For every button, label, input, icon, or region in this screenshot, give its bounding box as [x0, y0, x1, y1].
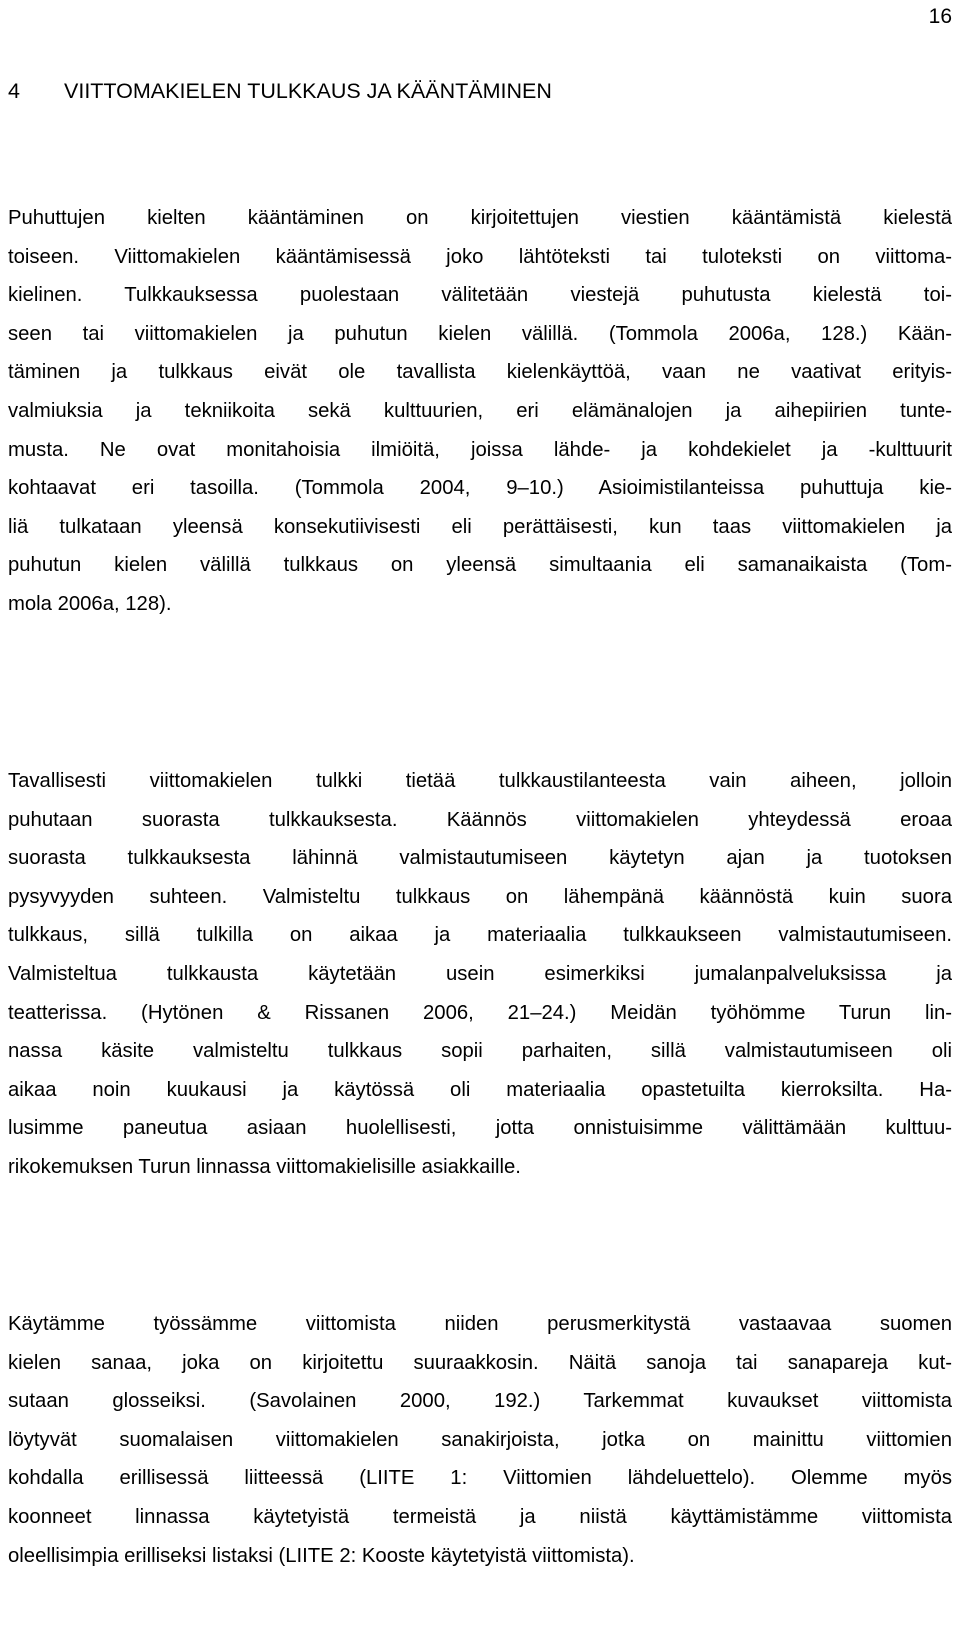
chapter-number: 4	[8, 79, 20, 103]
paragraph-3	[8, 1305, 952, 1575]
text-line: puhutun kielen välillä tulkkaus on yleensä simultaania eli samanaikaista (Tom-	[8, 554, 952, 577]
text-line: aikaa noin kuukausi ja käytössä oli materiaalia opastetuilta kierroksilta. Ha-	[8, 1078, 952, 1101]
text-line: rikokemuksen Turun linnassa viittomakielisille asiakkaille.	[8, 1155, 521, 1178]
text-line: täminen ja tulkkaus eivät ole tavallista kielenkäyttöä, vaan ne vaativat erityis-	[8, 361, 952, 384]
text-line: liä tulkataan yleensä konsekutiivisesti eli perättäisesti, kun taas viittomakielen ja	[8, 515, 952, 538]
text-line: koonneet linnassa käytetyistä termeistä ja niistä käyttämistämme viittomista	[8, 1505, 952, 1528]
text-line: valmiuksia ja tekniikoita sekä kulttuurien, eri elämänalojen ja aihepiirien tunte-	[8, 399, 952, 422]
text-line: suorasta tulkkauksesta lähinnä valmistautumiseen käytetyn ajan ja tuotoksen	[8, 847, 952, 870]
text-line: Puhuttujen kielten kääntäminen on kirjoitettujen viestien kääntämistä kielestä	[8, 207, 952, 229]
text-line: Tavallisesti viittomakielen tulkki tietää tulkkaustilanteesta vain aiheen, jolloin	[8, 770, 952, 792]
text-line: sutaan glosseiksi. (Savolainen 2000, 192.) Tarkemmat kuvaukset viittomista	[8, 1390, 952, 1413]
text-line: puhutaan suorasta tulkkauksesta. Käännös viittomakielen yhteydessä eroaa	[8, 808, 952, 831]
text-line: pysyvyyden suhteen. Valmisteltu tulkkaus on lähempänä käännöstä kuin suora	[8, 885, 952, 908]
page-number: 16	[928, 5, 952, 28]
text-line: kielen sanaa, joka on kirjoitettu suuraakkosin. Näitä sanoja tai sanapareja kut-	[8, 1351, 952, 1374]
text-line: seen tai viittomakielen ja puhutun kielen välillä. (Tommola 2006a, 128.) Kään-	[8, 322, 952, 345]
text-line: teatterissa. (Hytönen & Rissanen 2006, 21–24.) Meidän työhömme Turun lin-	[8, 1001, 952, 1024]
chapter-title: VIITTOMAKIELEN TULKKAUS JA KÄÄNTÄMINEN	[64, 79, 552, 103]
text-line: tulkkaus, sillä tulkilla on aikaa ja materiaalia tulkkaukseen valmistautumiseen.	[8, 924, 952, 947]
text-line: löytyvät suomalaisen viittomakielen sanakirjoista, jotka on mainittu viittomien	[8, 1428, 952, 1451]
chapter-heading	[8, 76, 552, 106]
text-line: kohtaavat eri tasoilla. (Tommola 2004, 9–10.) Asioimistilanteissa puhuttuja kie-	[8, 477, 952, 500]
text-line: musta. Ne ovat monitahoisia ilmiöitä, joissa lähde- ja kohdekielet ja -kulttuurit	[8, 438, 952, 461]
text-line: oleellisimpia erilliseksi listaksi (LIITE 2: Kooste käytetyistä viittomista).	[8, 1544, 635, 1567]
text-line: lusimme paneutua asiaan huolellisesti, jotta onnistuisimme välittämään kulttuu-	[8, 1117, 952, 1140]
text-line: kohdalla erillisessä liitteessä (LIITE 1: Viittomien lähdeluettelo). Olemme myös	[8, 1467, 952, 1490]
text-line: mola 2006a, 128).	[8, 592, 172, 615]
text-line: toiseen. Viittomakielen kääntämisessä joko lähtöteksti tai tuloteksti on viittoma-	[8, 245, 952, 268]
text-line: Valmisteltua tulkkausta käytetään usein esimerkiksi jumalanpalveluksissa ja	[8, 962, 952, 985]
text-line: kielinen. Tulkkauksessa puolestaan välitetään viestejä puhutusta kielestä toi-	[8, 284, 952, 307]
paragraph-2	[8, 762, 952, 1187]
text-line: Käytämme työssämme viittomista niiden perusmerkitystä vastaavaa suomen	[8, 1313, 952, 1335]
text-line: nassa käsite valmisteltu tulkkaus sopii parhaiten, sillä valmistautumiseen oli	[8, 1040, 952, 1063]
paragraph-1	[8, 199, 952, 624]
